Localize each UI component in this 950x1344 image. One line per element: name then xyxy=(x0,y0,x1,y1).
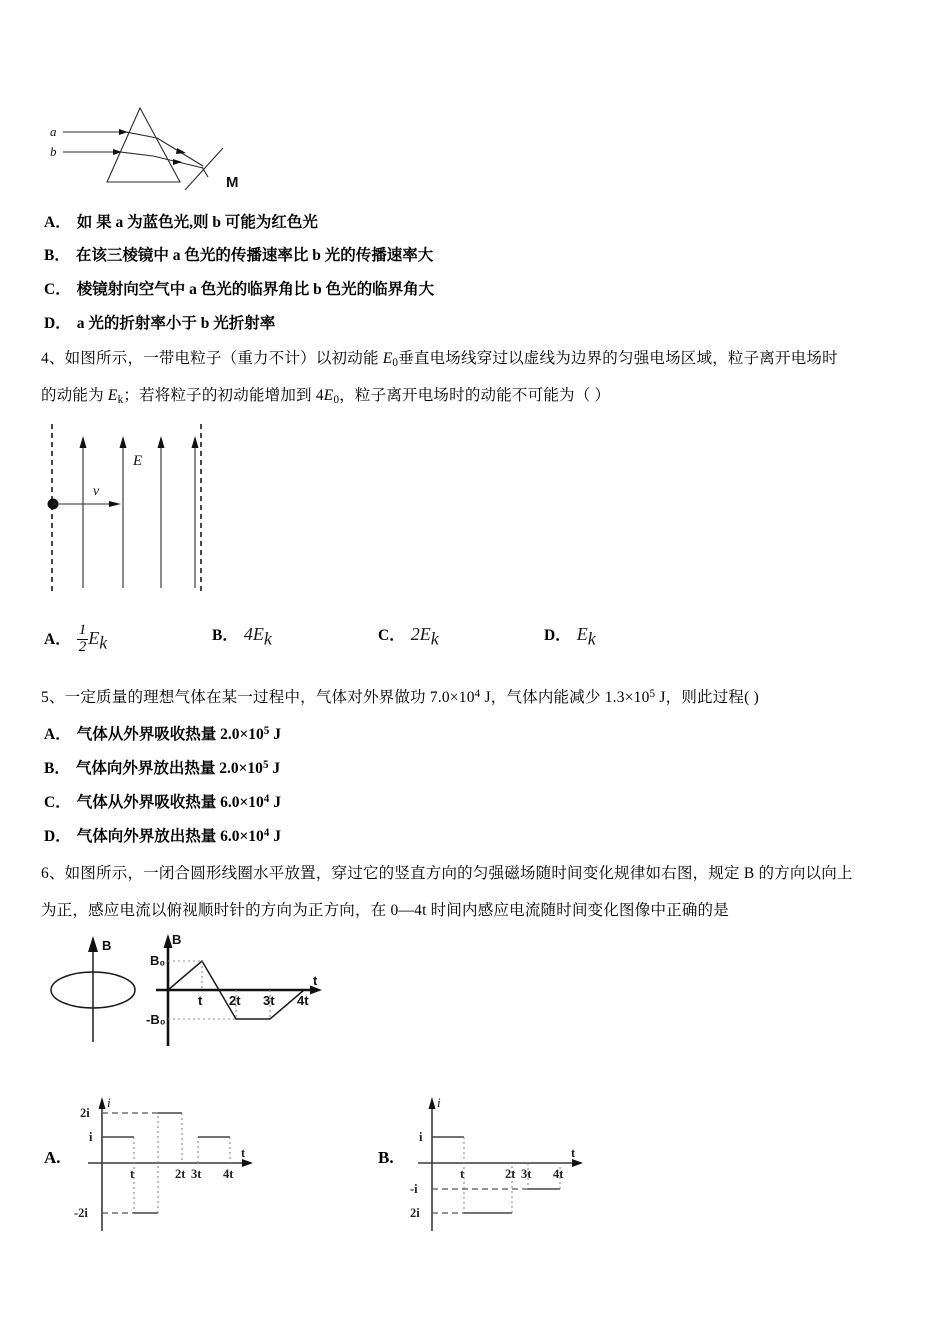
q5-stem-part3: J，则此过程( ) xyxy=(655,689,759,707)
q5-option-c-unit: J xyxy=(269,794,281,811)
coil-figure xyxy=(45,928,165,1048)
b-xtick-4t: 4t xyxy=(553,1167,564,1181)
q5-option-c[interactable] xyxy=(44,790,281,812)
q3-option-b-text: 在该三棱镜中 a 色光的传播速率比 b 光的传播速率大 xyxy=(75,247,434,264)
q4-4e0-subscript: 0 xyxy=(333,393,340,406)
neg-b0-tick-label: -B₀ xyxy=(146,1012,166,1027)
q5-option-b-unit: J xyxy=(268,760,281,777)
q3-option-a[interactable] xyxy=(44,210,318,232)
q3-option-a-text: 如 果 a 为蓝色光,则 b 可能为红色光 xyxy=(76,214,318,231)
a-tick-2i: 2i xyxy=(80,1106,90,1120)
q4-option-d-symbol: E xyxy=(576,624,588,644)
q4-option-a[interactable] xyxy=(44,623,107,656)
q4-stem-line1-part2: 垂直电场线穿过以虚线为边界的匀强电场区域，粒子离开电场时 xyxy=(398,350,838,367)
q4-option-b-symbol: E xyxy=(252,624,264,644)
q5-option-b-label: B． xyxy=(44,760,70,777)
velocity-label-v: v xyxy=(93,484,100,499)
q4-option-b[interactable] xyxy=(212,623,272,650)
q4-option-c-sub: k xyxy=(430,628,439,649)
q5-option-d[interactable] xyxy=(44,824,281,846)
q5-option-d-label: D． xyxy=(44,828,71,845)
q4-e0-symbol: E xyxy=(382,350,393,367)
q3-option-d[interactable] xyxy=(44,311,275,333)
q4-option-c[interactable] xyxy=(378,623,439,650)
a-xtick-2t: 2t xyxy=(175,1167,186,1181)
q5-option-b-text: 气体向外界放出热量 2.0×10 xyxy=(75,760,263,777)
q6-answer-a-label[interactable]: A. xyxy=(44,1148,61,1167)
q5-option-b[interactable] xyxy=(44,756,280,778)
a-axis-label-t: t xyxy=(241,1146,246,1160)
q5-option-a[interactable] xyxy=(44,722,281,744)
q3-option-b[interactable] xyxy=(44,243,433,265)
q3-option-b-label: B． xyxy=(44,247,70,264)
q5-option-c-label: C． xyxy=(44,794,71,811)
q6-answer-b-chart[interactable] xyxy=(408,1085,608,1235)
b-xtick-2t: 2t xyxy=(505,1167,516,1181)
q4-option-b-label: B． xyxy=(212,627,238,644)
a-xtick-4t: 4t xyxy=(223,1167,234,1181)
q4-option-b-coef: 4 xyxy=(243,624,253,644)
q4-option-c-symbol: E xyxy=(419,624,431,644)
q5-option-b-exp: 5 xyxy=(262,758,269,771)
q4-option-d-label: D． xyxy=(544,627,571,644)
q5-option-a-unit: J xyxy=(269,726,281,743)
q3-option-d-label: D． xyxy=(44,315,71,332)
q4-stem-line2 xyxy=(41,384,610,409)
q4-stem-line2-part2: ；若将粒子的初动能增加到 4 xyxy=(123,387,324,404)
q5-option-d-unit: J xyxy=(269,828,281,845)
coil-field-label-b: B xyxy=(102,938,112,953)
b0-tick-label: B₀ xyxy=(150,953,166,968)
q4-ek-subscript: k xyxy=(117,393,124,406)
q4-ek-symbol: E xyxy=(107,387,118,404)
field-label-e: E xyxy=(133,453,143,469)
q4-stem-line1-part1: 4、如图所示，一带电粒子（重力不计）以初动能 xyxy=(41,350,383,367)
ray-label-b: b xyxy=(50,144,57,159)
a-xtick-t: t xyxy=(130,1167,135,1181)
b-xtick-t: t xyxy=(460,1167,465,1181)
q4-stem-line2-part3: ，粒子离开电场时的动能不可能为（ ） xyxy=(339,387,611,404)
q4-option-d-sub: k xyxy=(587,628,596,649)
q6-answer-a-chart[interactable] xyxy=(74,1085,278,1235)
q5-option-a-label: A． xyxy=(44,726,71,743)
q3-option-a-label: A． xyxy=(44,214,71,231)
q5-option-c-text: 气体从外界吸收热量 6.0×10 xyxy=(76,794,264,811)
q4-option-a-numerator: 1 xyxy=(78,622,87,638)
b-axis-label: B xyxy=(172,932,182,947)
q4-option-a-label: A． xyxy=(44,631,71,648)
q5-option-d-exp: 4 xyxy=(263,826,270,839)
b-tick-negi: -i xyxy=(410,1182,418,1196)
a-tick-i: i xyxy=(89,1130,93,1144)
q6-answer-b-label[interactable]: B. xyxy=(378,1148,394,1167)
t-tick-3: 3t xyxy=(263,993,275,1008)
q4-option-a-sub: k xyxy=(99,632,108,653)
a-tick-neg2i: -2i xyxy=(74,1206,88,1220)
q6-stem-line1: 6、如图所示，一闭合圆形线圈水平放置，穿过它的竖直方向的匀强磁场随时间变化规律如右图，规定 B 的方向以向上 xyxy=(41,865,853,882)
q4-option-a-denominator: 2 xyxy=(78,638,87,655)
b-vs-t-chart xyxy=(146,928,330,1048)
q5-option-a-exp: 5 xyxy=(263,724,270,737)
q6-stem-line2: 为正，感应电流以俯视顺时针的方向为正方向，在 0—4t 时间内感应电流随时间变化图像中正确的是 xyxy=(41,902,729,919)
q4-option-a-fraction xyxy=(77,623,89,656)
q4-stem-line2-part1: 的动能为 xyxy=(41,387,108,404)
q4-option-a-symbol: E xyxy=(88,628,100,648)
q5-stem-part1: 5、一定质量的理想气体在某一过程中，气体对外界做功 7.0×10 xyxy=(41,689,475,707)
q5-option-c-exp: 4 xyxy=(263,792,270,805)
q5-option-a-text: 气体从外界吸收热量 2.0×10 xyxy=(76,726,264,743)
q3-option-c-label: C． xyxy=(44,281,71,298)
q5-exponent-2: 5 xyxy=(649,688,656,700)
q3-option-d-text: a 光的折射率小于 b 光折射率 xyxy=(76,315,276,332)
q4-4e0-symbol: E xyxy=(323,387,334,404)
q4-option-d[interactable] xyxy=(544,623,596,650)
q3-option-c-text: 棱镜射向空气中 a 色光的临界角比 b 色光的临界角大 xyxy=(76,281,435,298)
q4-option-c-coef: 2 xyxy=(410,624,420,644)
b-axis-label-t: t xyxy=(571,1146,576,1160)
b-tick-2i: 2i xyxy=(410,1206,420,1220)
mirror-label-m: M xyxy=(226,174,239,191)
q3-option-c[interactable] xyxy=(44,277,434,299)
a-xtick-3t: 3t xyxy=(191,1167,202,1181)
q4-option-b-sub: k xyxy=(263,628,272,649)
q4-stem-line1 xyxy=(41,347,838,372)
t-tick-4: 4t xyxy=(297,993,309,1008)
q5-stem-part2: J，气体内能减少 1.3×10 xyxy=(480,689,650,707)
prism-mirror-figure xyxy=(45,90,245,200)
q5-stem xyxy=(41,686,759,709)
t-tick-2: 2t xyxy=(229,993,241,1008)
q5-option-d-text: 气体向外界放出热量 6.0×10 xyxy=(76,828,264,845)
ray-label-a: a xyxy=(50,124,57,139)
b-xtick-3t: 3t xyxy=(521,1167,532,1181)
t-tick-1: t xyxy=(198,993,203,1008)
b-tick-i: i xyxy=(419,1130,423,1144)
q5-exponent-1: 4 xyxy=(474,688,481,700)
q4-e0-subscript: 0 xyxy=(392,356,399,369)
t-axis-label: t xyxy=(313,973,318,988)
b-axis-label-i: i xyxy=(437,1095,441,1110)
uniform-electric-field-figure xyxy=(38,420,238,600)
a-axis-label-i: i xyxy=(107,1095,111,1110)
q4-option-c-label: C． xyxy=(378,627,405,644)
